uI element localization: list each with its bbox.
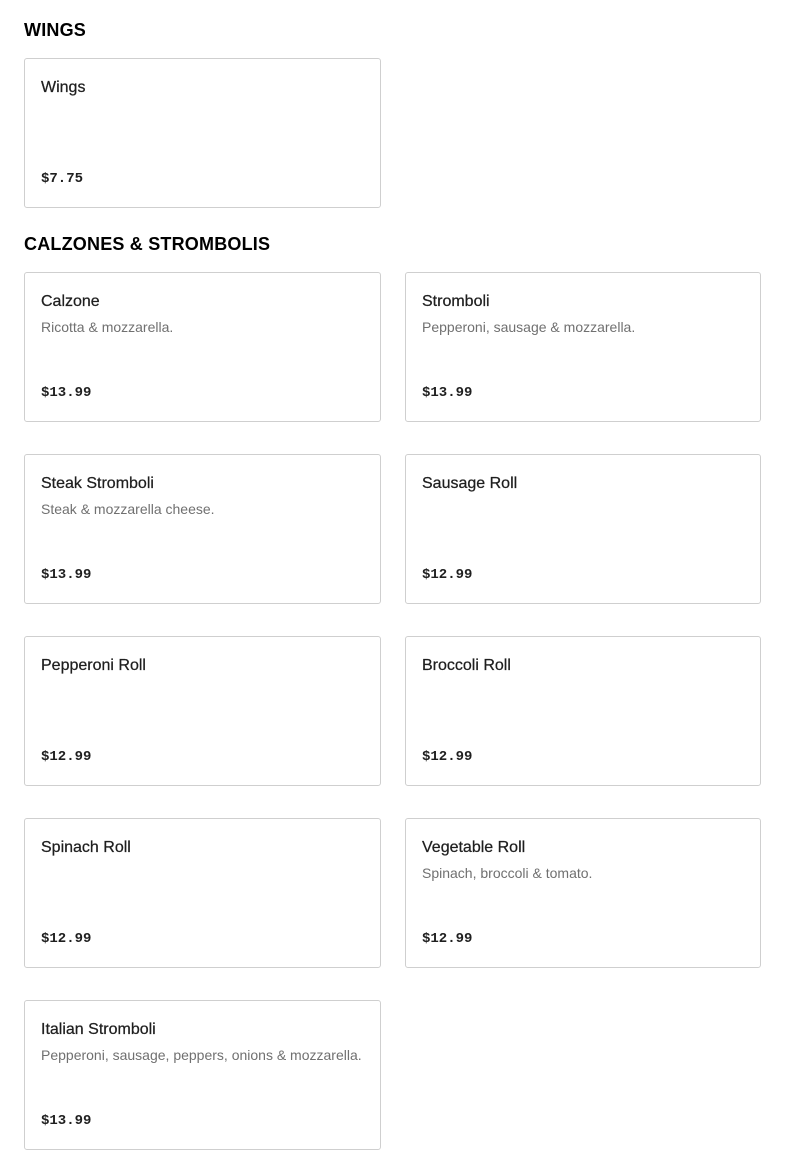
menu-item-card[interactable] [405,272,761,422]
menu-item-price: $13.99 [41,1113,92,1129]
menu-item-name: Wings [41,79,86,96]
menu-item-card[interactable] [24,454,381,604]
menu-item-description: Pepperoni, sausage, peppers, onions & mozzarella. [41,1047,362,1063]
menu-item-name: Spinach Roll [41,839,131,856]
menu-grid [24,272,761,1150]
menu-item-name: Italian Stromboli [41,1021,156,1038]
menu-item-name: Broccoli Roll [422,657,511,674]
menu-item-name: Steak Stromboli [41,475,154,492]
menu-item-description: Spinach, broccoli & tomato. [422,865,593,881]
menu-item-name: Calzone [41,293,100,310]
menu-item-card[interactable] [24,818,381,968]
menu-item-price: $12.99 [422,749,473,765]
menu-item-card[interactable] [24,636,381,786]
section-title: CALZONES & STROMBOLIS [24,234,271,254]
menu-item-description: Ricotta & mozzarella. [41,319,174,335]
section-calzones-strombolis [24,232,761,1150]
menu-item-card[interactable] [405,818,761,968]
menu-item-price: $12.99 [41,931,92,947]
menu-item-price: $13.99 [41,385,92,401]
menu-item-price: $13.99 [41,567,92,583]
menu-item-description: Steak & mozzarella cheese. [41,501,215,517]
menu-item-card[interactable] [405,636,761,786]
menu-item-name: Pepperoni Roll [41,657,146,674]
menu-item-name: Sausage Roll [422,475,518,492]
menu-item-description: Pepperoni, sausage & mozzarella. [422,319,636,335]
menu-item-price: $12.99 [422,931,473,947]
menu-item-card[interactable] [405,454,761,604]
menu-item-card[interactable] [24,58,381,208]
menu-grid [24,58,761,208]
section-title: WINGS [24,20,86,40]
menu-item-name: Stromboli [422,293,490,310]
menu-item-price: $13.99 [422,385,473,401]
menu-item-price: $7.75 [41,171,84,187]
section-wings [24,18,761,208]
menu-item-card[interactable] [24,1000,381,1150]
menu-item-name: Vegetable Roll [422,839,526,856]
menu-item-card[interactable] [24,272,381,422]
menu-item-price: $12.99 [422,567,473,583]
menu-item-price: $12.99 [41,749,92,765]
